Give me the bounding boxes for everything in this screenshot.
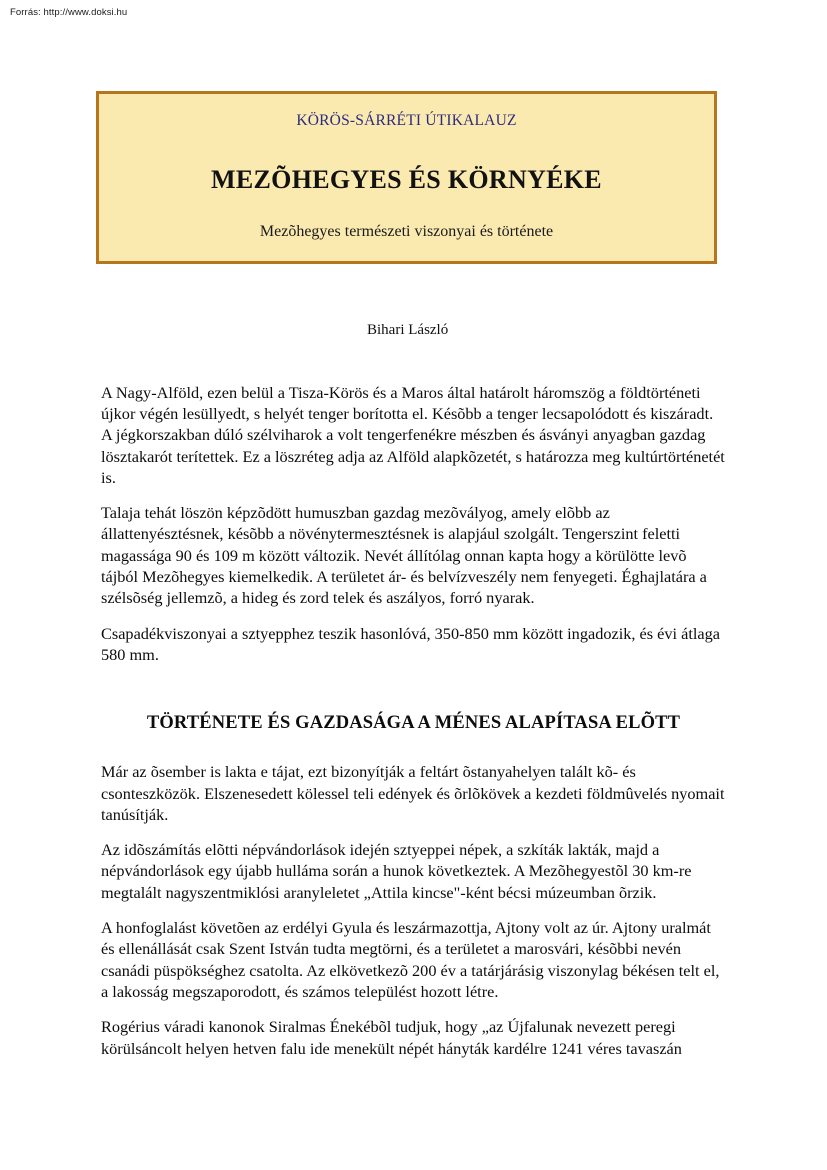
document-title: MEZÕHEGYES ÉS KÖRNYÉKE (211, 164, 602, 194)
intro-paragraph-3: Csapadékviszonyai a sztyepphez teszik hasonlóvá, 350-850 mm között ingadozik, és évi átlaga 580 mm. (101, 623, 720, 664)
section-paragraph-3: A honfoglalást követõen az erdélyi Gyula és leszármazottja, Ajtony volt az úr. Ajtony uralmát és ellenállását csak Szent István tudta megtörni, és a területet a marosvári, késõbbi nevén csanádi püspökséghez csatolta. Az elkövetkezõ 200 év a tatárjárásig viszonylag békésen telt el, a lakosság megszaporodott, és számos települést hozott létre. (101, 918, 720, 1001)
section-paragraph-4: Rogérius váradi kanonok Siralmas Énekébõl tudjuk, hogy „az Újfalunak nevezett peregi körülsáncolt helyen hetven falu ide menekült népét hányták kardélre 1241 véres tavaszán (101, 1017, 682, 1058)
page-content-column (101, 0, 726, 1059)
series-title: KÖRÖS-SÁRRÉTI ÚTIKALAUZ (296, 112, 517, 129)
title-box (96, 91, 717, 264)
section-heading: TÖRTÉNETE ÉS GAZDASÁGA A MÉNES ALAPÍTASA ELÕTT (146, 713, 681, 734)
author-name: Bihari László (367, 321, 449, 338)
section-paragraph-2: Az idõszámítás elõtti népvándorlások idején sztyeppei népek, a szkíták lakták, majd a népvándorlások egy újabb hulláma során a hunok következtek. A Mezõhegyestõl 30 km-re megtalált nagyszentmiklósi aranyleletet „Attila kincse"-ként bécsi múzeumban õrzik. (101, 840, 692, 902)
document-subtitle: Mezõhegyes természeti viszonyai és története (259, 223, 554, 241)
section-paragraph-1: Már az õsember is lakta e tájat, ezt bizonyítják a feltárt õstanyahelyen talált kõ- és csonteszközök. Elszenesedett kölessel teli edények és õrlõkövek a kezdeti földmûvelés nyomait tanúsítják. (101, 762, 725, 824)
intro-paragraph-2: Talaja tehát löszön képzõdött humuszban gazdag mezõvályog, amely elõbb az állattenyésztésnek, késõbb a növénytermesztésnek is alapjául szolgált. Tengerszint feletti magassága 90 és 109 m között változik. Nevét állítólag onnan kapta hogy a körülötte levõ tájból Mezõhegyes kiemelkedik. A területet ár- és belvízveszély nem fenyegeti. Éghajlatára a szélsõség jellemzõ, a hideg és zord telek és aszályos, forró nyarak. (101, 503, 707, 608)
intro-paragraph-1: A Nagy-Alföld, ezen belül a Tisza-Körös és a Maros által határolt háromszög a földtörténeti újkor végén lesüllyedt, s helyét tenger borította el. Késõbb a tenger lecsapolódott és kiszáradt. A jégkorszakban dúló szélviharok a volt tengerfenékre mészben és ásványi anyagban gazdag lösztakarót terítettek. Ez a löszréteg adja az Alföld alapkõzetét, s határozza meg kultúrtörténetét is. (101, 382, 725, 487)
source-url-header: Forrás: http://www.doksi.hu (10, 7, 128, 18)
